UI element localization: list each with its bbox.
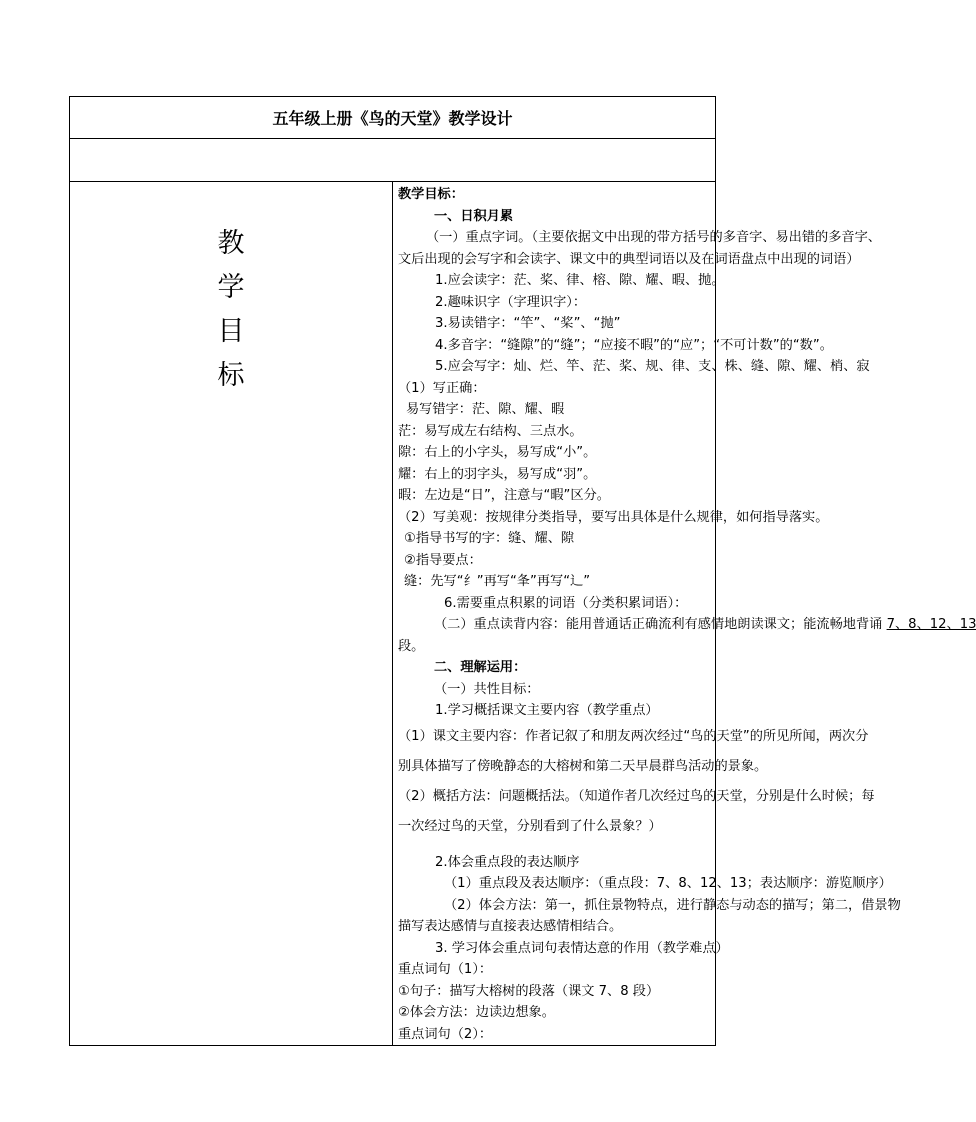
recite-paragraph-numbers: 7、8、12、13 — [886, 617, 976, 632]
paragraph-line: ①句子：描写大榕树的段落（课文 7、8 段） — [398, 983, 660, 999]
empty-cell — [70, 139, 716, 182]
side-label-char: 学 — [217, 272, 245, 303]
side-label-char: 教 — [217, 228, 245, 259]
side-label-char: 目 — [217, 316, 245, 347]
paragraph-line: 段。 — [398, 638, 425, 654]
paragraph-line: （2）体会方法：第一，抓住景物特点，进行静态与动态的描写；第二，借景物 — [444, 897, 901, 913]
paragraph-line: 1.学习概括课文主要内容（教学重点） — [435, 703, 659, 718]
paragraph-line: 暇：左边是“日”，注意与“暇”区分。 — [398, 488, 610, 503]
empty-row — [70, 139, 716, 182]
paragraph-line: ②体会方法：边读边想象。 — [398, 1005, 555, 1020]
paragraph-line: 易写错字：茫、隙、耀、暇 — [406, 402, 565, 417]
paragraph-line: （1）课文主要内容：作者记叙了和朋友两次经过“鸟的天堂”的所见所闻，两次分 — [398, 728, 869, 744]
paragraph-line: 重点词句（2）： — [398, 1026, 493, 1042]
paragraph-line: 3.易读错字：“竿”、“桨”、“抛” — [435, 316, 621, 331]
paragraph-line: 耀：右上的羽字头，易写成“羽”。 — [398, 466, 597, 482]
paragraph-line: （一）重点字词。（主要依据文中出现的带方括号的多音字、易出错的多音字、 — [426, 230, 881, 245]
paragraph-line: 3. 学习体会重点词句表情达意的作用（教学难点） — [435, 940, 729, 956]
paragraph-line: 一次经过鸟的天堂，分别看到了什么景象？） — [398, 818, 662, 834]
side-label-char: 标 — [217, 360, 245, 391]
document-title: 五年级上册《鸟的天堂》教学设计 — [70, 97, 716, 139]
recite-text: （二）重点读背内容：能用普通话正确流利有感情地朗读课文；能流畅地背诵 — [434, 617, 883, 632]
paragraph-line: 5.应会写字：灿、烂、竿、茫、桨、规、律、支、株、缝、隙、耀、梢、寂 — [435, 359, 870, 374]
paragraph-line: 隙：右上的小字头，易写成“小”。 — [398, 445, 597, 460]
objectives-content — [393, 182, 976, 1046]
objectives-row — [70, 182, 716, 1046]
paragraph-line — [398, 614, 976, 636]
paragraph-line: 2.趣味识字（字理识字）： — [435, 294, 587, 310]
paragraph-line: 4.多音字：“缝隙”的“缝”；“应接不暇”的“应”；“不可计数”的“数”。 — [435, 337, 833, 353]
paragraph-line: 缝：先写“纟”再写“夆”再写“辶” — [404, 574, 591, 589]
paragraph-line: 6.需要重点积累的词语（分类积累词语）： — [444, 595, 688, 611]
paragraph-line: （1）重点段及表达顺序：（重点段：7、8、12、13；表达顺序：游览顺序） — [444, 876, 892, 891]
paragraph-line: 2.体会重点段的表达顺序 — [435, 854, 580, 870]
title-row — [70, 97, 716, 139]
paragraph-line: （2）写美观：按规律分类指导，要写出具体是什么规律，如何指导落实。 — [398, 509, 829, 525]
lesson-plan-table — [69, 96, 976, 1046]
section-heading: 一、日积月累 — [434, 208, 514, 224]
paragraph-line: 文后出现的会写字和会读字、课文中的典型词语以及在词语盘点中出现的词语） — [398, 251, 860, 267]
paragraph-line: 别具体描写了傍晚静态的大榕树和第二天早晨群鸟活动的景象。 — [398, 758, 768, 774]
paragraph-line: 重点词句（1）： — [398, 962, 493, 977]
paragraph-line: ①指导书写的字：缝、耀、隙 — [404, 531, 575, 546]
paragraph-line: （1）写正确： — [398, 380, 486, 396]
paragraph-line: ②指导要点： — [404, 552, 482, 568]
paragraph-line: 茫：易写成左右结构、三点水。 — [398, 423, 583, 439]
side-label — [70, 182, 393, 1046]
paragraph-line: （一）共性目标： — [434, 681, 540, 697]
section-heading: 教学目标： — [398, 187, 464, 202]
section-heading: 二、理解运用： — [434, 660, 527, 675]
paragraph-line: （2）概括方法：问题概括法。（知道作者几次经过鸟的天堂，分别是什么时候；每 — [398, 788, 875, 804]
paragraph-line: 描写表达感情与直接表达感情相结合。 — [398, 919, 623, 934]
paragraph-line: 1.应会读字：茫、桨、律、榕、隙、耀、暇、抛。 — [435, 273, 725, 288]
